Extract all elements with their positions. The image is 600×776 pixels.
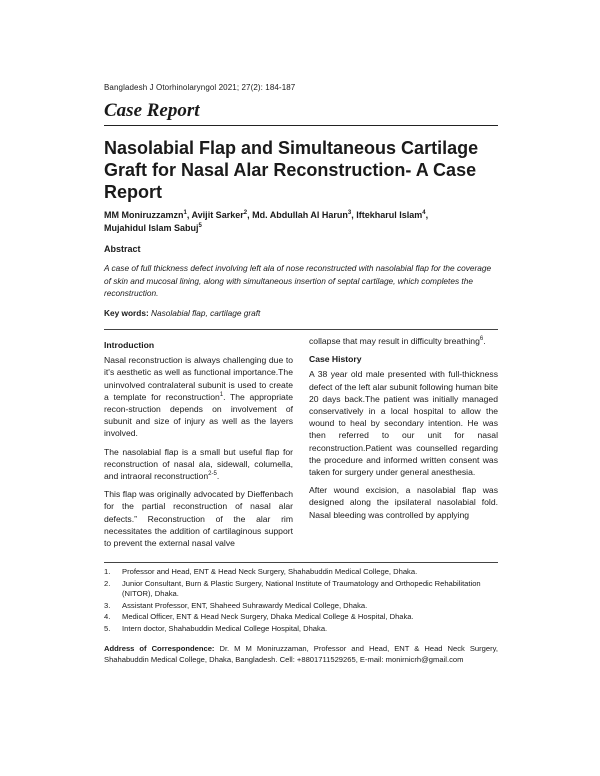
footnote-text: Junior Consultant, Burn & Plastic Surgery, National Institute of Traumatology and Orthopedic Rehabilitation (NITOR), Dhaka.	[122, 578, 481, 599]
introduction-paragraph: This flap was originally advocated by Dieffenbach for the partial reconstruction of nasal alar defects.” Reconstruction of the alar rim necessitates the addition of cartilaginous support to prevent the external nasal valve	[104, 489, 293, 549]
citation-mark: 6	[479, 336, 484, 343]
citation-mark: 1	[219, 391, 224, 398]
footnote-item	[104, 579, 498, 600]
author-name: Avijit Sarker	[191, 210, 244, 220]
author-affiliation-mark: 4	[422, 210, 426, 216]
journal-citation: Bangladesh J Otorhinolaryngol 2021; 27(2): 184-187	[104, 83, 296, 92]
footnote-text: Professor and Head, ENT & Head Neck Surgery, Shahabuddin Medical College, Dhaka.	[122, 567, 418, 576]
footnote-item	[104, 612, 498, 623]
author-name: Mujahidul Islam Sabuj	[104, 223, 199, 233]
affiliation-footnotes	[104, 567, 498, 636]
correspondence-label: Address of Correspondence:	[104, 644, 215, 653]
keywords	[104, 308, 260, 318]
footnote-text: Medical Officer, ENT & Head Neck Surgery, Dhaka Medical College & Hospital, Dhaka.	[122, 612, 414, 622]
case-history-paragraph: A 38 year old male presented with full-thickness defect of the left alar subunit following human bite 20 days back.The patient was initially managed conservatively in a local hospital to allow the wound to heal by secondary intention. He was then referred to our unit for nasal reconstruction.Patient was counselled regarding the procedure and informed written consent was taken for surgery under general anesthesia.	[309, 369, 498, 478]
right-column	[309, 335, 498, 527]
footnote-item	[104, 601, 498, 612]
paragraph-text: .	[216, 471, 220, 482]
keywords-value: Nasolabial flap, cartilage graft	[151, 308, 261, 318]
section-label: Case Report	[104, 100, 200, 121]
footnote-item	[104, 567, 498, 578]
paragraph-text: . The appropriate recon-struction depends on involvement of subunit and size of injury as well as the layers involved.	[104, 391, 293, 439]
paragraph-text: The nasolabial flap is a small but useful flap for reconstruction of nasal ala, sidewall, columella, and intraoral reconstruction	[104, 446, 293, 482]
footnote-rule	[104, 562, 498, 563]
footnote-number: 1.	[104, 567, 111, 576]
introduction-paragraph	[104, 354, 293, 439]
footnote-number: 2.	[104, 578, 111, 588]
keywords-label: Key words:	[104, 308, 149, 318]
footnote-text: Assistant Professor, ENT, Shaheed Suhrawardy Medical College, Dhaka.	[122, 600, 368, 610]
author-affiliation-mark: 3	[347, 210, 352, 216]
introduction-paragraph	[104, 446, 293, 483]
left-column	[104, 335, 293, 555]
author-affiliation-mark: 5	[198, 223, 202, 229]
footnote-number: 3.	[104, 600, 111, 610]
correspondence-text: Dr. M M Moniruzzaman, Professor and Head, ENT & Head Neck Surgery, Shahabuddin Medical College, Dhaka, Bangladesh. Cell: +8801711529265, E-mail: monirnicrh@gmail.com	[104, 644, 498, 664]
author-affiliation-mark: 1	[183, 210, 187, 216]
author-name: Iftekharul Islam	[356, 210, 423, 220]
introduction-heading: Introduction	[104, 340, 155, 350]
author-name: MM Moniruzzamzn	[104, 210, 184, 220]
header-rule	[104, 125, 498, 126]
paragraph-text: collapse that may result in difficulty breathing	[309, 336, 480, 346]
abstract-text: A case of full thickness defect involving left ala of nose reconstructed with nasolabial flap for the coverage of skin and mucosal lining, along with simultaneous insertion of septal cartilage, which completes the reconstruction.	[104, 263, 492, 298]
footnote-number: 4.	[104, 612, 111, 622]
case-history-paragraph: After wound excision, a nasolabial flap was designed along the ipsilateral nasolabial fold. Nasal bleeding was controlled by applying	[309, 485, 498, 520]
abstract-divider	[104, 329, 498, 330]
author-affiliation-mark: 2	[243, 210, 248, 216]
article-title: Nasolabial Flap and Simultaneous Cartilage Graft for Nasal Alar Reconstruction- A Case Report	[104, 138, 479, 202]
case-history-heading: Case History	[309, 354, 362, 365]
footnote-number: 5.	[104, 623, 111, 633]
citation-mark: 2-5	[208, 471, 217, 478]
footnote-item	[104, 624, 498, 635]
author-list: MM Moniruzzamzn$^1$, Avijit Sarker$^2$, Md. Abdullah Al Harun$^3$, Iftekharul Islam$^4$, Mujahidul Islam Sabuj$^5$	[104, 210, 429, 233]
author-name: Md. Abdullah Al Harun	[252, 210, 348, 220]
correspondence-address	[104, 644, 498, 665]
continued-paragraph	[309, 335, 498, 347]
abstract-heading: Abstract	[104, 244, 141, 254]
paragraph-text: Nasal reconstruction is always challenging due to it's aesthetic as well as functional importance.The uninvolved contralateral subunit is used to create a template for reconstruction	[104, 355, 293, 402]
footnote-text: Intern doctor, Shahabuddin Medical College Hospital, Dhaka.	[122, 623, 328, 633]
paragraph-text: .	[483, 336, 486, 346]
